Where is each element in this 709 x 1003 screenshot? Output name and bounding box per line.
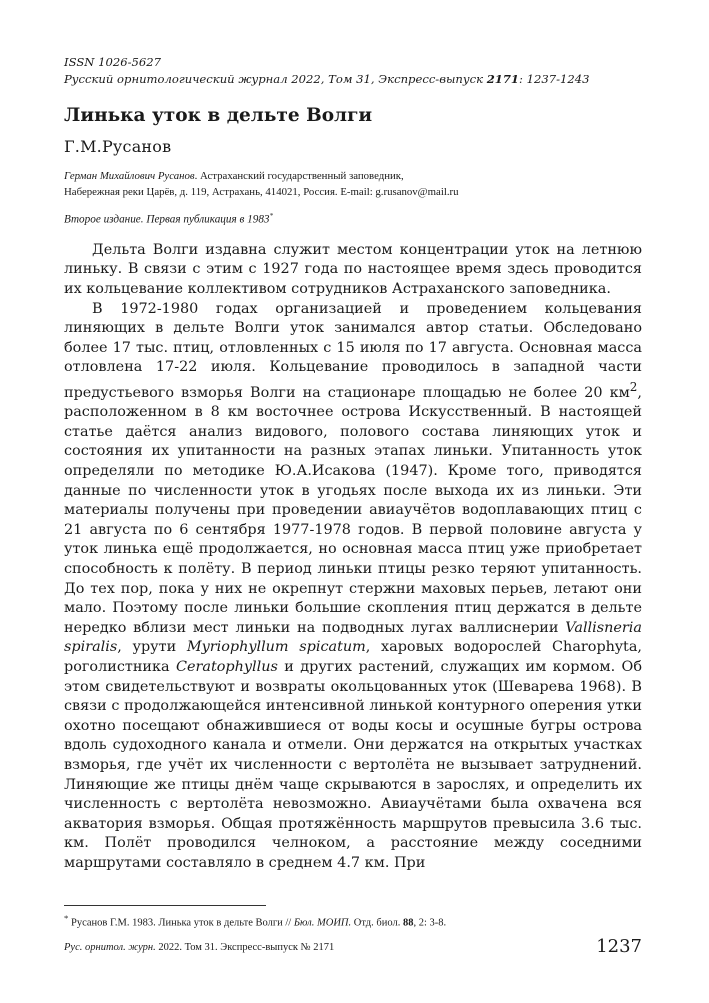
article-author: Г.М.Русанов xyxy=(64,137,172,156)
footnote-divider xyxy=(64,905,266,906)
paragraph-2-text-d: , харовых водорослей Charophyta, роголистника xyxy=(64,639,642,675)
footer-issue: 2022. Том 31. Экспресс-выпуск № 2171 xyxy=(155,942,335,953)
issn: ISSN 1026-5627 xyxy=(64,55,162,69)
footnote xyxy=(64,911,642,931)
page-range: : 1237-1243 xyxy=(519,72,590,86)
footnote-mark: * xyxy=(64,913,69,923)
author-full-name: Герман Михайлович Русанов xyxy=(64,170,195,182)
article-body xyxy=(64,241,642,874)
affiliation-line-1 xyxy=(64,168,642,184)
footnote-mark: * xyxy=(269,212,274,220)
issue-number: 2171 xyxy=(486,72,519,86)
affiliation-line-2: Набережная реки Царёв, д. 119, Астрахань, 414021, Россия. E-mail: g.rusanov@mail.ru xyxy=(64,186,459,198)
footnote-text-c: , 2: 3-8. xyxy=(413,917,447,929)
page-number: 1237 xyxy=(596,936,642,957)
species-ceratophyllus: Ceratophyllus xyxy=(175,659,278,675)
paragraph-2-text-b: , расположенном в 8 км восточнее острова Искусственный. В настоящей статье даётся анализ видового, полового состава линяющих уток и состояния их упитанности на разных этапах линьки. Упитанность уток определяли по методике Ю.А.Исакова (1947). Кроме того, приводятся данные по численности уток в угодьях после выхода их из линьки. Эти материалы получены при проведении авиаучётов водоплавающих птиц с 21 августа по 6 сентября 1977-1978 годов. В первой половине августа у уток линька ещё продолжается, но основная масса птиц уже приобретает способность к полёту. В период линьки птицы резко теряют упитанность. До тех пор, пока у них не окрепнут стержни маховых перьев, летают они мало. Поэтому после линьки большие скопления птиц держатся в дельте нередко вблизи мест линьки на подводных лугах валлиснерии xyxy=(64,384,642,636)
paragraph-2-text-e: и других растений, служащих им кормом. Об этом свидетельствуют и возвраты окольцованных уток (Шеварева 1968). В связи с продолжающейся интенсивной линькой контурного оперения утки охотно посещают обнажившиеся от воды косы и осушные бугры острова вдоль судоходного канала и отмели. Они держатся на открытых участках взморья, где учёт их численности с вертолёта не вызывает затруднений. Линяющие же птицы днём чаще скрываются в зарослях, и определить их численность с вертолёта невозможно. Авиаучётами была охвачена вся акватория взморья. Общая протяжённость маршрутов превысила 3.6 тыс. км. Полёт проводился челноком, а расстояние между соседними маршрутами составляло в среднем 4.7 км. При xyxy=(64,659,642,871)
paragraph-2-text-a: В 1972-1980 годах организацией и проведением кольцевания линяющих в дельте Волги уток занимался автор статьи. Обследовано более 17 тыс. птиц, отловленных с 15 июля по 17 августа. Основная масса отловлена 17-22 июля. Кольцевание проводилось в западной части предустьевого взморья Волги на стационаре площадью не более 20 км xyxy=(64,300,642,401)
footnote-text-b: Отд. биол. xyxy=(351,917,403,929)
journal-citation xyxy=(64,71,642,88)
edition-note xyxy=(64,208,642,228)
affiliation-institute: . Астраханский государственный заповедник, xyxy=(194,170,404,182)
page-footer xyxy=(64,936,642,958)
superscript-2: 2 xyxy=(629,379,638,394)
species-myriophyllum: Myriophyllum spicatum xyxy=(186,639,366,656)
footer-citation xyxy=(64,942,334,953)
edition-text: Второе издание. Первая публикация в 1983 xyxy=(64,213,270,226)
journal-header xyxy=(64,54,642,88)
footnote-text-a: Русанов Г.М. 1983. Линька уток в дельте Волги // xyxy=(68,917,294,929)
footnote-volume: 88 xyxy=(402,917,414,929)
species-vallisneria: Vallisneria spiralis xyxy=(64,619,642,656)
paragraph-1: Дельта Волги издавна служит местом концентрации уток на летнюю линьку. В связи с этим с 1927 года по настоящее время здесь проводится их кольцевание коллективом сотрудников Астраханского заповедника. xyxy=(64,241,642,297)
footnote-journal: Бюл. МОИП. xyxy=(293,917,352,929)
paragraph-2-text-c: , урути xyxy=(117,639,187,656)
journal-name: Русский орнитологический журнал 2022, Том 31, Экспресс-выпуск xyxy=(64,72,487,86)
author-affiliation xyxy=(64,168,642,200)
article-page xyxy=(64,54,642,874)
article-title: Линька уток в дельте Волги xyxy=(64,105,373,126)
paragraph-2 xyxy=(64,300,642,874)
footer-journal-abbr: Рус. орнитол. журн. xyxy=(64,942,156,953)
